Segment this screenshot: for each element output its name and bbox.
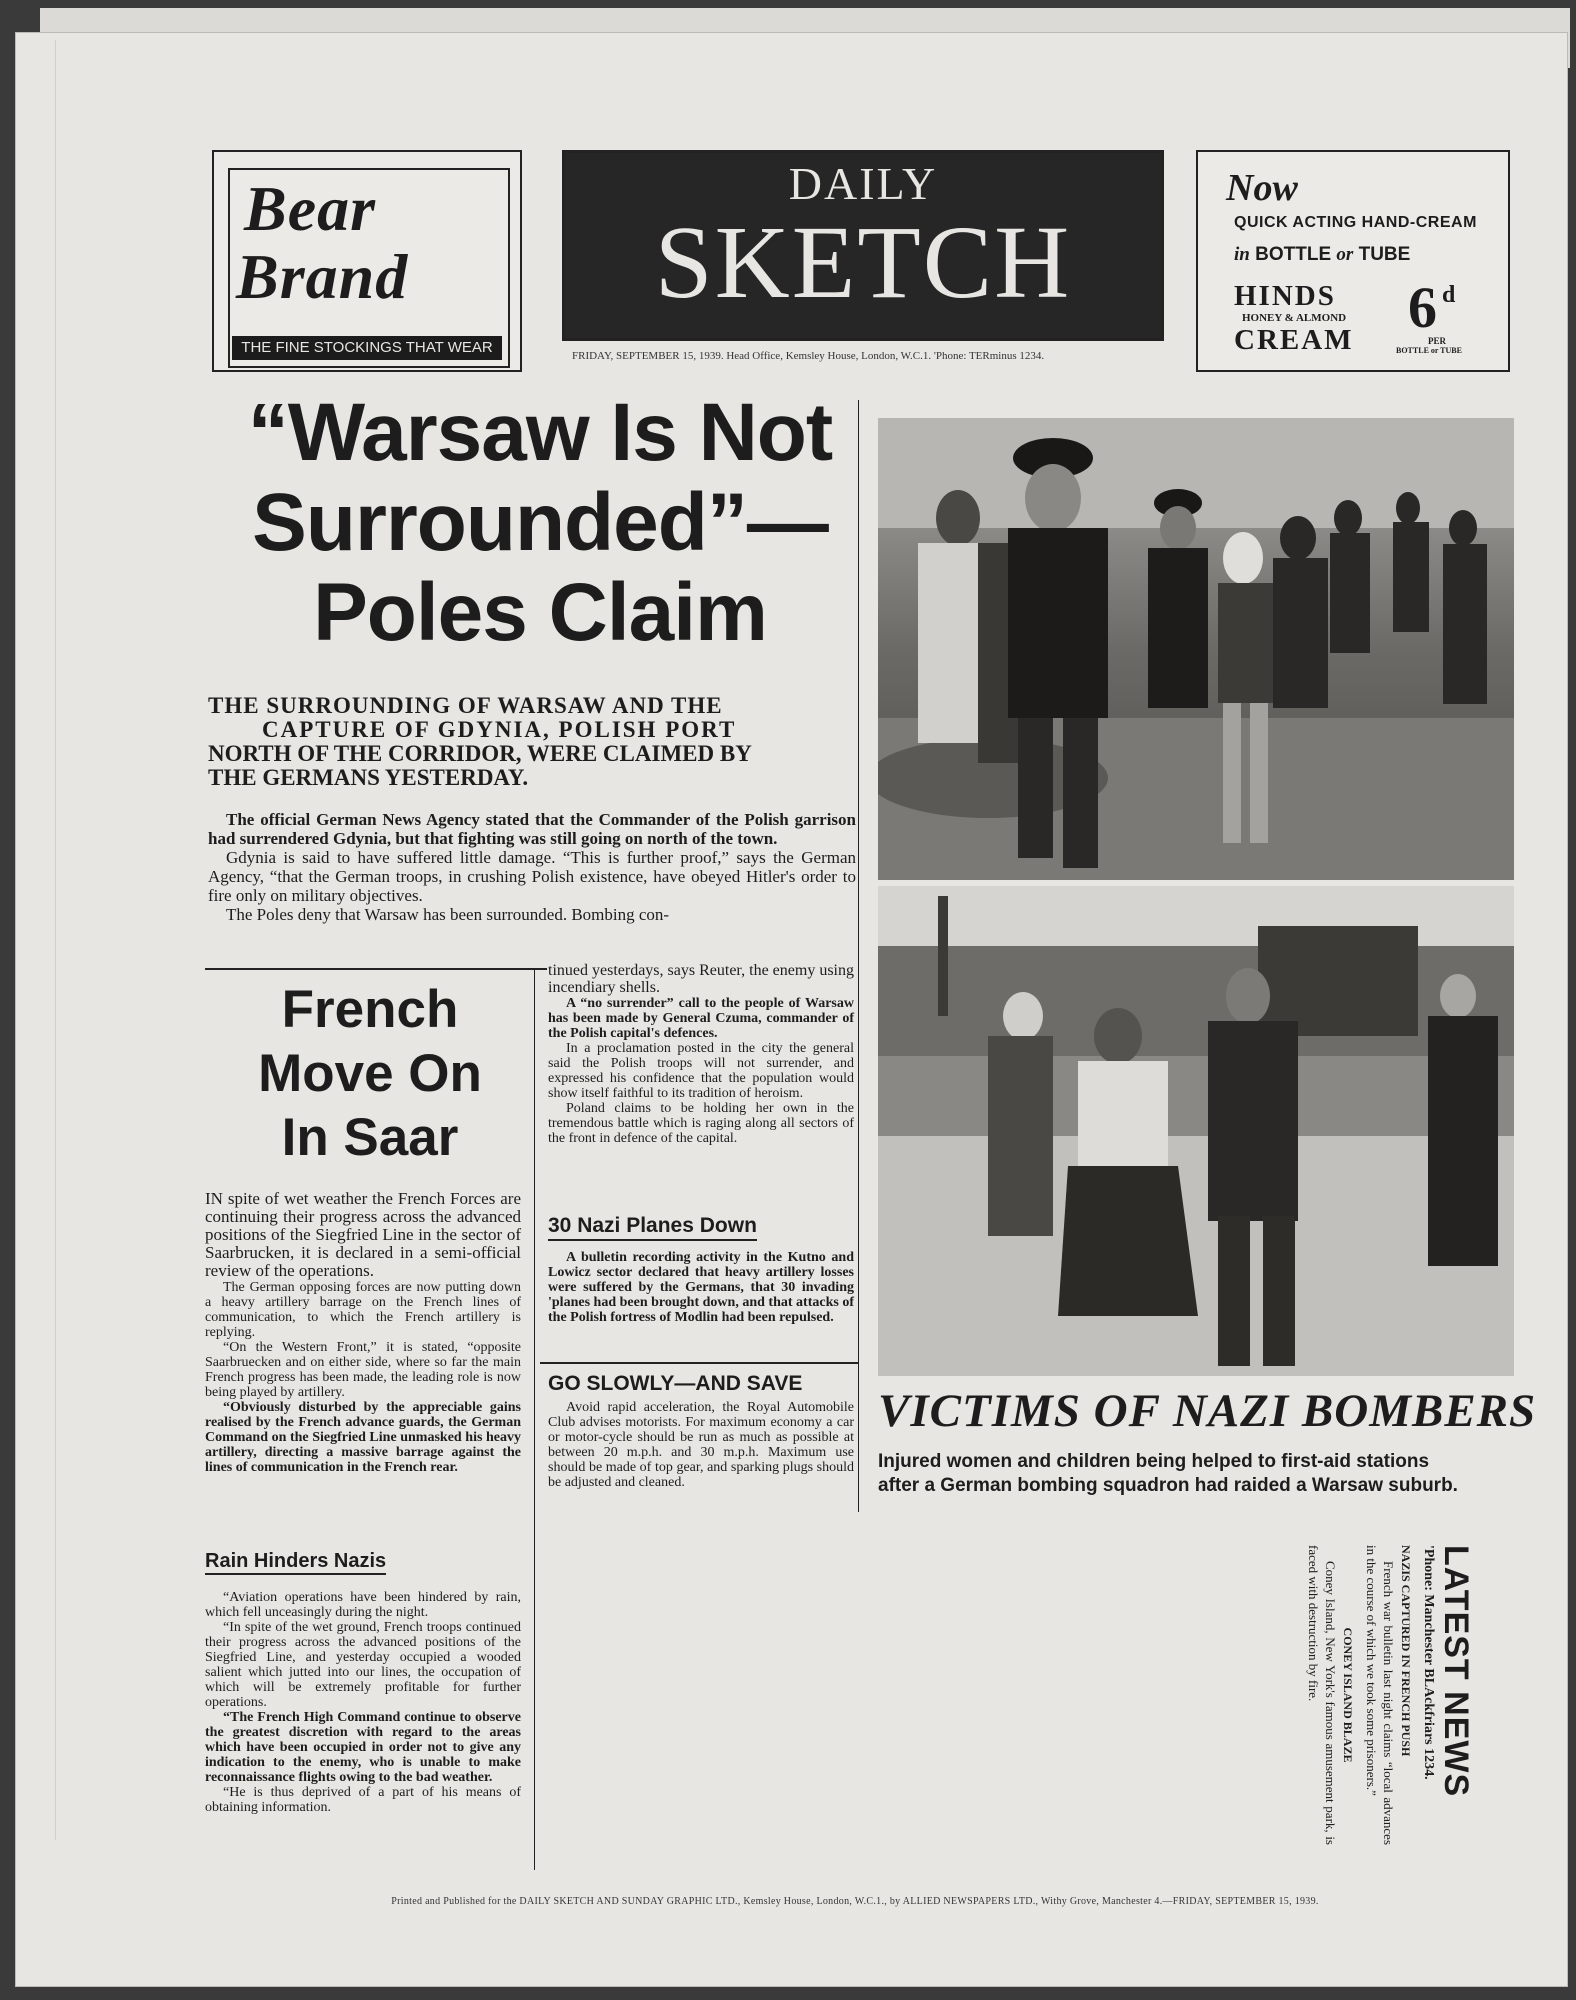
photo-caption-2: after a German bombing squadron had raided a Warsaw suburb. <box>878 1475 1458 1496</box>
hinds-cream: CREAM <box>1234 324 1354 356</box>
lead-para-3: The Poles deny that Warsaw has been surrounded. Bombing con- <box>226 905 670 924</box>
photo-headline: VICTIMS OF NAZI BOMBERS <box>878 1385 1537 1437</box>
french-headline <box>205 978 535 1170</box>
photo-warsaw-street <box>878 418 1514 880</box>
french-headline-2: Move On <box>258 1044 482 1103</box>
rain-para-2: “In spite of the wet ground, French troops continued their progress across the advanced positions of the Siegfried Line, and yesterday occupied a wooded salient which jutted into our lines, the occupation of which will be extremely profitable for further operations. <box>205 1620 521 1710</box>
lead-cont-1: tinued yesterdays, says Reuter, the enemy using incendiary shells. <box>548 962 854 996</box>
latest-news-phone: 'Phone: Manchester BLAckfriars 1234. <box>1421 1545 1436 1780</box>
hinds-honey: HONEY & ALMOND <box>1242 312 1347 324</box>
latest-news-head-1: NAZIS CAPTURED IN FRENCH PUSH <box>1399 1545 1413 1757</box>
lead-cont-4: Poland claims to be holding her own in the tremendous battle which is raging along all sectors of the front in defence of the capital. <box>548 1101 854 1146</box>
hinds-bottle-tube: BOTTLE or TUBE <box>1396 346 1462 355</box>
hinds-now: Now <box>1226 167 1298 209</box>
hinds-bottle: BOTTLE <box>1255 244 1332 265</box>
latest-news-body-1: French war bulletin last night claims “local advances in the course of which we took some prisoners.” <box>1364 1545 1396 1845</box>
lead-para-1: The official German News Agency stated that the Commander of the Polish garrison had surrendered Gdynia, but that fighting was still going on north of the town. <box>208 810 856 848</box>
page-fold <box>55 40 56 1840</box>
masthead <box>562 150 1164 341</box>
french-para-3: “On the Western Front,” it is stated, “opposite Saarbruecken and on either side, where so far the main French progress has been made, the leading role is now being played by artillery. <box>205 1340 521 1400</box>
hinds-price: 6 <box>1408 275 1437 340</box>
bear-brand-ad <box>212 150 522 372</box>
hinds-brand: HINDS <box>1234 280 1336 312</box>
lead-deck-3: NORTH OF THE CORRIDOR, WERE CLAIMED BY <box>208 741 752 766</box>
latest-news-body-2: Coney Island, New York's famous amusement park, is faced with destruction by fire. <box>1306 1545 1338 1845</box>
french-lead: IN spite of wet weather the French Forces are continuing their progress across the advanced positions of the Siegfried Line in the sector of Saarbrucken, it is declared in a semi-official review of the operations. <box>205 1189 521 1280</box>
slowly-para: Avoid rapid acceleration, the Royal Automobile Club advises motorists. For maximum economy a car or motor-cycle should be run as much as possible at between 20 m.p.h. and 30 m.p.h. Maximum use should be made of top gear, and sparking plugs should be adjusted and cleaned. <box>548 1400 854 1490</box>
hinds-or: or <box>1336 244 1354 265</box>
section-rule-french <box>205 968 547 970</box>
photo-caption <box>878 1450 1518 1498</box>
planes-body <box>548 1250 854 1325</box>
bear-brand-tagline: THE FINE STOCKINGS THAT WEAR <box>232 336 502 360</box>
french-para-2: The German opposing forces are now putting down a heavy artillery barrage on the French lines of communication, to which the French artillery is replying. <box>205 1280 521 1340</box>
lead-deck <box>208 694 858 790</box>
lead-headline-2: Surrounded”— <box>252 477 828 568</box>
hinds-cream-ad <box>1196 150 1510 372</box>
rain-para-1: “Aviation operations have been hindered by rain, which fell unceasingly during the night. <box>205 1590 521 1620</box>
lead-para-2: Gdynia is said to have suffered little damage. “This is further proof,” says the German Agency, “that the German troops, in crushing Polish existence, have obeyed Hitler's order to fire only on military objectives. <box>208 848 856 905</box>
masthead-dateline: FRIDAY, SEPTEMBER 15, 1939. Head Office, Kemsley House, London, W.C.1. 'Phone: TERminus 1234. <box>572 350 1045 362</box>
slowly-body <box>548 1400 854 1490</box>
lead-deck-2: CAPTURE OF GDYNIA, POLISH PORT <box>262 717 737 742</box>
rain-body <box>205 1590 521 1815</box>
planes-para: A bulletin recording activity in the Kutno and Lowicz sector declared that heavy artillery losses were suffered by the Germans, that 30 invading 'planes had been brought down, and that attacks of the Polish fortress of Modlin had been repulsed. <box>548 1250 854 1325</box>
rain-para-3: “The French High Command continue to observe the greatest discretion with regard to the areas which have been occupied in order not to give any indication to the enemy, who is unable to make reconnaissance flights owing to the bad weather. <box>205 1710 521 1785</box>
hinds-per: PER <box>1428 336 1446 346</box>
photo-injured-women-image <box>878 886 1514 1376</box>
french-body <box>205 1190 521 1475</box>
photo-warsaw-street-image <box>878 418 1514 880</box>
bear-brand-line1: Bear <box>244 173 376 244</box>
hinds-price-d: d <box>1442 282 1456 308</box>
photo-caption-1: Injured women and children being helped to first-aid stations <box>878 1451 1430 1472</box>
photo-injured-women <box>878 886 1514 1376</box>
planes-headline: 30 Nazi Planes Down <box>548 1214 757 1241</box>
latest-news-title: LATEST NEWS <box>1437 1545 1475 1798</box>
latest-news <box>1220 1545 1490 1845</box>
lead-deck-1: THE SURROUNDING OF WARSAW AND THE <box>208 693 723 718</box>
latest-news-head-2: CONEY ISLAND BLAZE <box>1341 1627 1355 1763</box>
french-headline-3: In Saar <box>281 1108 459 1167</box>
rain-headline: Rain Hinders Nazis <box>205 1550 386 1575</box>
hinds-in: in <box>1234 244 1250 265</box>
hinds-line2 <box>1234 244 1410 266</box>
section-rule-slowly <box>540 1362 858 1364</box>
masthead-daily: DAILY <box>788 158 938 209</box>
lead-headline-3: Poles Claim <box>313 567 767 658</box>
bear-brand-line2: Brand <box>236 241 409 312</box>
masthead-sketch: SKETCH <box>654 205 1072 320</box>
french-para-4: “Obviously disturbed by the appreciable gains realised by the French advance guards, the German Command on the Siegfried Line unmasked his heavy artillery, directing a massive barrage against the lines of communication in the French rear. <box>205 1400 521 1475</box>
imprint: Printed and Published for the DAILY SKETCH AND SUNDAY GRAPHIC LTD., Kemsley House, London, W.C.1., by ALLIED NEWSPAPERS LTD., Withy Grove, Manchester 4.—FRIDAY, SEPTEMBER 15, 1939. <box>391 1896 1319 1907</box>
slowly-headline: GO SLOWLY—AND SAVE <box>548 1372 803 1395</box>
lead-headline-1: “Warsaw Is Not <box>247 387 833 478</box>
hinds-line1: QUICK ACTING HAND-CREAM <box>1234 214 1477 231</box>
lead-cont-3: In a proclamation posted in the city the general said the Polish troops will not surrender, and expressed his confidence that the population would show itself faithful to its tradition of heroism. <box>548 1041 854 1101</box>
lead-continuation <box>548 962 854 1146</box>
rain-para-4: “He is thus deprived of a part of his means of obtaining information. <box>205 1785 521 1815</box>
hinds-tube: TUBE <box>1358 244 1411 265</box>
lead-body <box>208 810 856 924</box>
french-headline-1: French <box>281 980 459 1039</box>
lead-cont-2: A “no surrender” call to the people of Warsaw has been made by General Czuma, commander of the Polish capital's defences. <box>548 996 854 1041</box>
column-rule-lead <box>858 400 859 1512</box>
lead-deck-4: THE GERMANS YESTERDAY. <box>208 765 529 790</box>
